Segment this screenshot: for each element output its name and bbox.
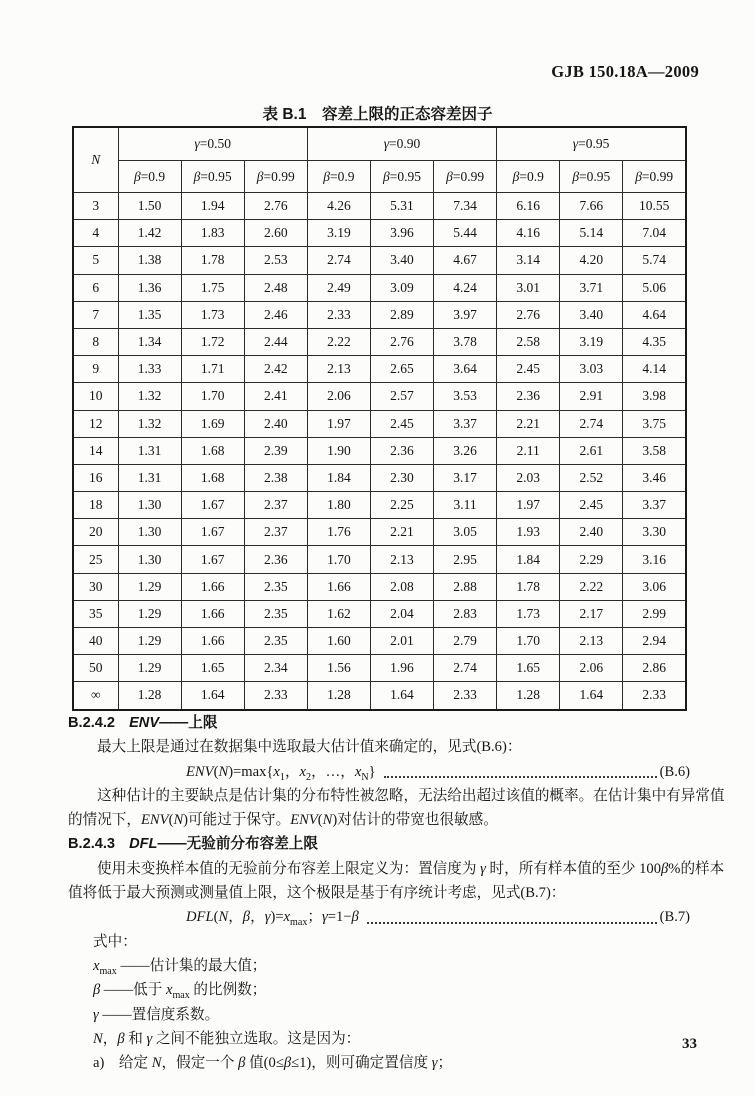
factor-value: 1.70	[181, 383, 244, 410]
factor-value: 2.88	[434, 573, 497, 600]
n-value: 40	[73, 628, 118, 655]
factor-value: 3.11	[434, 492, 497, 519]
factor-value: 2.40	[560, 519, 623, 546]
factor-value: 2.22	[307, 328, 370, 355]
factor-value: 1.64	[370, 682, 433, 710]
factor-value: 2.17	[560, 600, 623, 627]
factor-value: 1.60	[307, 628, 370, 655]
factor-value: 1.66	[307, 573, 370, 600]
definitions-list	[68, 954, 690, 1027]
doc-number: GJB 150.18A—2009	[551, 62, 699, 81]
n-value: 8	[73, 328, 118, 355]
factor-value: 1.29	[118, 573, 181, 600]
factor-value: 2.45	[370, 410, 433, 437]
factor-value: 3.78	[434, 328, 497, 355]
formula-label: (B.6)	[659, 763, 690, 780]
factor-value: 2.35	[244, 573, 307, 600]
factor-value: 1.33	[118, 356, 181, 383]
factor-value: 3.75	[623, 410, 686, 437]
factor-value: 1.66	[181, 600, 244, 627]
factor-value: 10.55	[623, 193, 686, 220]
n-value: 20	[73, 519, 118, 546]
dot-leader	[384, 776, 657, 778]
table-row	[73, 383, 686, 410]
factor-value: 2.13	[370, 546, 433, 573]
factor-value: 2.36	[497, 383, 560, 410]
n-value: ∞	[73, 682, 118, 710]
factor-value: 2.06	[560, 655, 623, 682]
factor-value: 1.97	[497, 492, 560, 519]
factor-value: 1.31	[118, 464, 181, 491]
factor-value: 1.30	[118, 546, 181, 573]
paragraph-line: 值将低于最大预测或测量值上限，这个极限是基于有序统计考虑，见式(B.7)：	[68, 885, 566, 902]
section-heading-dfl	[68, 832, 690, 856]
factor-value: 2.44	[244, 328, 307, 355]
factor-value: 3.06	[623, 573, 686, 600]
n-value: 4	[73, 220, 118, 247]
tolerance-factor-table	[72, 126, 687, 711]
factor-value: 2.22	[560, 573, 623, 600]
n-value: 3	[73, 193, 118, 220]
n-value: 18	[73, 492, 118, 519]
factor-value: 1.66	[181, 573, 244, 600]
factor-value: 3.40	[560, 301, 623, 328]
factor-value: 2.36	[370, 437, 433, 464]
factor-value: 7.66	[560, 193, 623, 220]
factor-value: 2.06	[307, 383, 370, 410]
factor-value: 3.14	[497, 247, 560, 274]
paragraph-line: 的情况下，ENV(N)可能过于保守。ENV(N)对估计的带宽也很敏感。	[68, 812, 498, 829]
col-header-beta: β=0.99	[623, 161, 686, 193]
factor-value: 3.26	[434, 437, 497, 464]
factor-value: 1.28	[118, 682, 181, 710]
factor-value: 3.58	[623, 437, 686, 464]
factor-value: 2.79	[434, 628, 497, 655]
col-header-beta: β=0.95	[560, 161, 623, 193]
table-row	[73, 464, 686, 491]
factor-value: 3.30	[623, 519, 686, 546]
table-row	[73, 274, 686, 301]
col-header-beta: β=0.9	[307, 161, 370, 193]
table-row	[73, 328, 686, 355]
table-row	[73, 356, 686, 383]
factor-value: 1.70	[307, 546, 370, 573]
factor-value: 3.19	[560, 328, 623, 355]
factor-value: 2.46	[244, 301, 307, 328]
body-text	[68, 711, 725, 1075]
beta-header-row	[73, 161, 686, 193]
factor-value: 2.95	[434, 546, 497, 573]
factor-value: 2.21	[370, 519, 433, 546]
col-header-beta: β=0.99	[244, 161, 307, 193]
col-header-beta: β=0.95	[370, 161, 433, 193]
factor-value: 2.61	[560, 437, 623, 464]
factor-value: 1.68	[181, 464, 244, 491]
page-number: 33	[682, 1036, 697, 1052]
factor-value: 1.93	[497, 519, 560, 546]
factor-value: 4.26	[307, 193, 370, 220]
table-row	[73, 573, 686, 600]
factor-value: 2.03	[497, 464, 560, 491]
factor-value: 1.84	[307, 464, 370, 491]
factor-value: 1.84	[497, 546, 560, 573]
factor-value: 1.65	[497, 655, 560, 682]
section-number: B.2.4.2	[68, 715, 116, 731]
factor-value: 2.86	[623, 655, 686, 682]
factor-value: 1.35	[118, 301, 181, 328]
factor-value: 1.69	[181, 410, 244, 437]
list-item-a: a) 给定 N，假定一个 β 值(0≤β≤1)，则可确定置信度 γ；	[93, 1055, 453, 1072]
formula-body: DFL(N，β，$\gamma)=x_{max}$；γ=1−β	[186, 909, 359, 929]
factor-value: 1.67	[181, 519, 244, 546]
col-header-beta: β=0.9	[118, 161, 181, 193]
formula-body: $ENV(N)=\max\{x_1$，$x_2$，…，$x_N$}	[186, 763, 376, 783]
factor-value: 3.97	[434, 301, 497, 328]
n-value: 14	[73, 437, 118, 464]
factor-value: 2.11	[497, 437, 560, 464]
table-row	[73, 600, 686, 627]
factor-value: 2.39	[244, 437, 307, 464]
factor-value: 1.29	[118, 655, 181, 682]
factor-value: 2.35	[244, 600, 307, 627]
factor-value: 2.29	[560, 546, 623, 573]
dot-leader	[367, 922, 657, 924]
factor-value: 7.34	[434, 193, 497, 220]
factor-value: 4.67	[434, 247, 497, 274]
section-title: ENV——上限	[129, 715, 218, 731]
n-value: 50	[73, 655, 118, 682]
factor-value: 1.36	[118, 274, 181, 301]
factor-value: 1.65	[181, 655, 244, 682]
factor-value: 1.28	[497, 682, 560, 710]
col-header-n: N	[73, 127, 118, 193]
factor-value: 1.76	[307, 519, 370, 546]
factor-value: 2.45	[560, 492, 623, 519]
definition-item: γ ——置信度系数。	[93, 1006, 220, 1023]
col-header-beta: β=0.99	[434, 161, 497, 193]
factor-value: 2.13	[560, 628, 623, 655]
definition-item: β ——低于 $x_{max}$ 的比例数；	[93, 982, 267, 1002]
table-row	[73, 301, 686, 328]
factor-value: 1.32	[118, 383, 181, 410]
table-row	[73, 628, 686, 655]
factor-value: 1.78	[181, 247, 244, 274]
section-number: B.2.4.3	[68, 836, 116, 853]
table-row	[73, 546, 686, 573]
table-row	[73, 220, 686, 247]
n-value: 7	[73, 301, 118, 328]
factor-value: 4.64	[623, 301, 686, 328]
factor-value: 2.25	[370, 492, 433, 519]
factor-value: 3.03	[560, 356, 623, 383]
factor-value: 1.50	[118, 193, 181, 220]
n-value: 6	[73, 274, 118, 301]
table-row	[73, 519, 686, 546]
table-row	[73, 410, 686, 437]
factor-value: 2.58	[497, 328, 560, 355]
factor-value: 1.97	[307, 410, 370, 437]
factor-value: 1.67	[181, 492, 244, 519]
table-row	[73, 193, 686, 220]
n-value: 9	[73, 356, 118, 383]
paragraph-line: 使用未变换样本值的无验前分布容差上限定义为：置信度为 γ 时，所有样本值的至少 100β%的样本	[97, 860, 725, 877]
where-label: 式中：	[93, 933, 137, 950]
factor-value: 2.41	[244, 383, 307, 410]
n-value: 25	[73, 546, 118, 573]
factor-value: 5.31	[370, 193, 433, 220]
factor-value: 1.34	[118, 328, 181, 355]
factor-value: 2.99	[623, 600, 686, 627]
factor-value: 3.96	[370, 220, 433, 247]
table-row	[73, 682, 686, 710]
col-group-gamma-095: γ=0.95	[497, 127, 686, 161]
col-group-gamma-090: γ=0.90	[307, 127, 496, 161]
factor-value: 2.08	[370, 573, 433, 600]
factor-value: 1.30	[118, 519, 181, 546]
factor-value: 1.31	[118, 437, 181, 464]
factor-value: 1.29	[118, 600, 181, 627]
factor-value: 2.33	[244, 682, 307, 710]
factor-value: 2.42	[244, 356, 307, 383]
factor-value: 2.37	[244, 492, 307, 519]
factor-value: 1.78	[497, 573, 560, 600]
factor-value: 2.35	[244, 628, 307, 655]
factor-value: 7.04	[623, 220, 686, 247]
factor-value: 1.66	[181, 628, 244, 655]
table-row	[73, 247, 686, 274]
n-value: 12	[73, 410, 118, 437]
factor-value: 1.32	[118, 410, 181, 437]
factor-value: 2.33	[434, 682, 497, 710]
factor-value: 3.64	[434, 356, 497, 383]
factor-value: 1.67	[181, 546, 244, 573]
factor-value: 5.06	[623, 274, 686, 301]
table-row	[73, 655, 686, 682]
factor-value: 2.60	[244, 220, 307, 247]
factor-value: 2.52	[560, 464, 623, 491]
factor-value: 3.01	[497, 274, 560, 301]
factor-value: 1.29	[118, 628, 181, 655]
factor-value: 2.94	[623, 628, 686, 655]
factor-value: 5.14	[560, 220, 623, 247]
factor-value: 2.91	[560, 383, 623, 410]
factor-value: 1.64	[560, 682, 623, 710]
factor-value: 2.40	[244, 410, 307, 437]
n-value: 16	[73, 464, 118, 491]
factor-value: 1.80	[307, 492, 370, 519]
factor-value: 3.16	[623, 546, 686, 573]
factor-value: 3.37	[434, 410, 497, 437]
factor-value: 2.74	[434, 655, 497, 682]
factor-value: 1.90	[307, 437, 370, 464]
factor-value: 1.42	[118, 220, 181, 247]
factor-value: 2.89	[370, 301, 433, 328]
factor-value: 2.21	[497, 410, 560, 437]
factor-value: 5.74	[623, 247, 686, 274]
factor-value: 3.17	[434, 464, 497, 491]
factor-value: 2.74	[560, 410, 623, 437]
factor-value: 2.34	[244, 655, 307, 682]
factor-value: 1.94	[181, 193, 244, 220]
col-header-beta: β=0.9	[497, 161, 560, 193]
col-group-gamma-050: γ=0.50	[118, 127, 307, 161]
factor-value: 1.96	[370, 655, 433, 682]
factor-value: 2.38	[244, 464, 307, 491]
definition-item: $x_{max}$ ——估计集的最大值；	[93, 957, 267, 977]
factor-value: 2.13	[307, 356, 370, 383]
factor-value: 2.36	[244, 546, 307, 573]
factor-value: 3.53	[434, 383, 497, 410]
factor-value: 2.53	[244, 247, 307, 274]
factor-value: 3.40	[370, 247, 433, 274]
n-value: 30	[73, 573, 118, 600]
section-title: DFL——无验前分布容差上限	[129, 836, 318, 853]
factor-value: 2.33	[623, 682, 686, 710]
factor-value: 1.56	[307, 655, 370, 682]
table-body	[73, 193, 686, 710]
factor-value: 4.14	[623, 356, 686, 383]
factor-value: 4.35	[623, 328, 686, 355]
factor-value: 1.71	[181, 356, 244, 383]
factor-value: 1.30	[118, 492, 181, 519]
formula-label: (B.7)	[659, 909, 690, 926]
factor-value: 6.16	[497, 193, 560, 220]
factor-value: 2.45	[497, 356, 560, 383]
factor-value: 3.46	[623, 464, 686, 491]
factor-value: 1.64	[181, 682, 244, 710]
factor-value: 2.33	[307, 301, 370, 328]
formula-env	[186, 760, 690, 784]
factor-value: 3.09	[370, 274, 433, 301]
n-value: 10	[73, 383, 118, 410]
factor-value: 2.76	[370, 328, 433, 355]
factor-value: 1.73	[181, 301, 244, 328]
factor-value: 1.83	[181, 220, 244, 247]
table-title: 表 B.1 容差上限的正态容差因子	[262, 106, 493, 123]
factor-value: 5.44	[434, 220, 497, 247]
table-row	[73, 492, 686, 519]
n-value: 5	[73, 247, 118, 274]
factor-value: 2.37	[244, 519, 307, 546]
col-header-beta: β=0.95	[181, 161, 244, 193]
factor-value: 1.72	[181, 328, 244, 355]
formula-dfl	[186, 905, 690, 929]
factor-value: 2.48	[244, 274, 307, 301]
factor-value: 2.04	[370, 600, 433, 627]
factor-value: 1.70	[497, 628, 560, 655]
factor-value: 1.68	[181, 437, 244, 464]
factor-value: 2.57	[370, 383, 433, 410]
factor-value: 2.74	[307, 247, 370, 274]
factor-value: 1.28	[307, 682, 370, 710]
factor-value: 1.73	[497, 600, 560, 627]
factor-value: 2.65	[370, 356, 433, 383]
factor-value: 3.37	[623, 492, 686, 519]
factor-value: 3.98	[623, 383, 686, 410]
factor-value: 2.49	[307, 274, 370, 301]
factor-value: 2.30	[370, 464, 433, 491]
table-row	[73, 437, 686, 464]
factor-value: 4.20	[560, 247, 623, 274]
factor-value: 3.19	[307, 220, 370, 247]
paragraph-line: 这种估计的主要缺点是估计集的分布特性被忽略，无法给出超过该值的概率。在估计集中有异常值	[97, 787, 725, 804]
factor-value: 4.24	[434, 274, 497, 301]
factor-value: 2.76	[497, 301, 560, 328]
section-heading-env	[68, 711, 690, 735]
factor-value: 2.76	[244, 193, 307, 220]
factor-value: 2.83	[434, 600, 497, 627]
paragraph-line: 最大上限是通过在数据集中选取最大估计值来确定的，见式(B.6)：	[97, 739, 522, 756]
factor-value: 1.75	[181, 274, 244, 301]
factor-value: 3.71	[560, 274, 623, 301]
factor-value: 2.01	[370, 628, 433, 655]
factor-value: 3.05	[434, 519, 497, 546]
note-line: N，β 和 γ 之间不能独立选取。这是因为：	[93, 1030, 361, 1047]
n-value: 35	[73, 600, 118, 627]
gamma-header-row	[73, 127, 686, 161]
factor-value: 1.62	[307, 600, 370, 627]
factor-value: 4.16	[497, 220, 560, 247]
factor-value: 1.38	[118, 247, 181, 274]
